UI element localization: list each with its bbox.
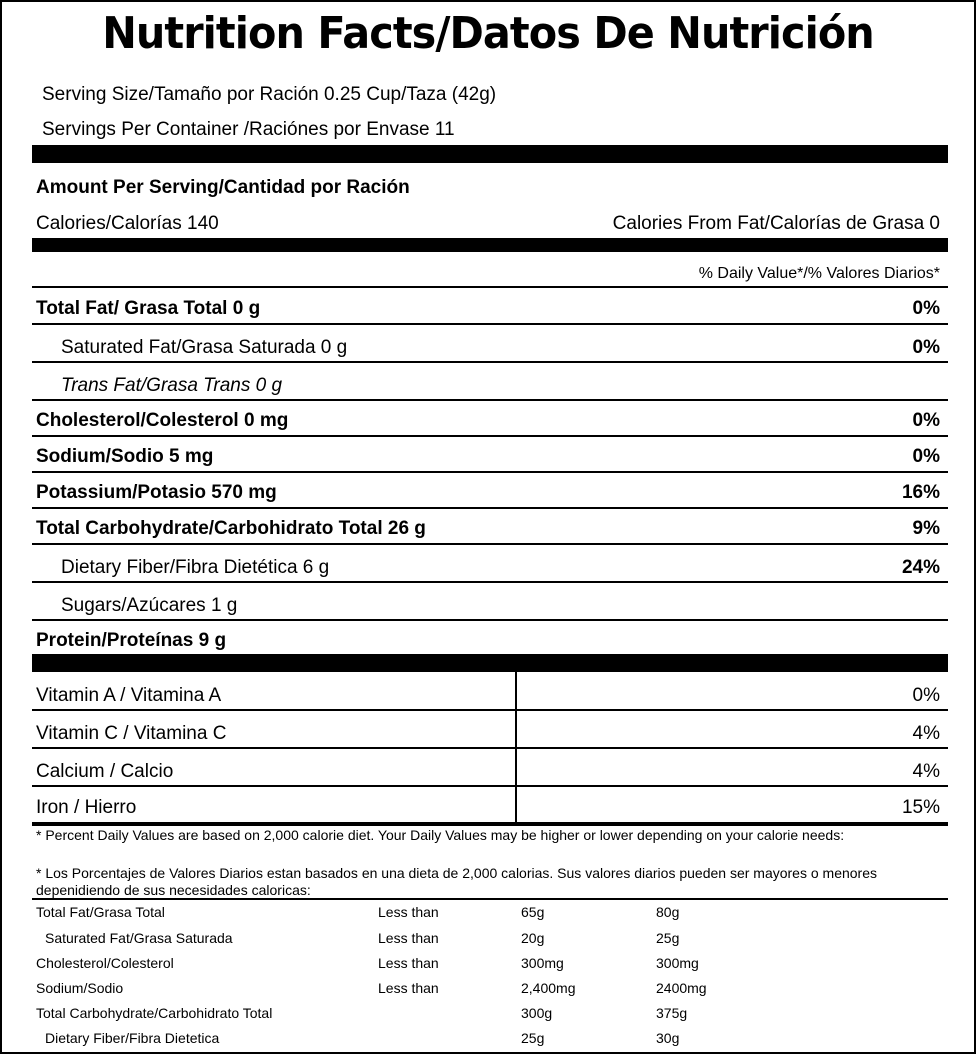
- ref-2500: 300mg: [656, 955, 699, 971]
- nutrient-label: Trans Fat/Grasa Trans 0 g: [61, 375, 283, 396]
- divider: [32, 822, 948, 826]
- ref-nutrient: Dietary Fiber/Fibra Dietetica: [45, 1030, 220, 1046]
- ref-2500: 2400mg: [656, 980, 707, 996]
- ref-2000: 2,400mg: [521, 980, 576, 996]
- ref-nutrient: Total Fat/Grasa Total: [36, 904, 165, 920]
- nutrient-dv: 0%: [912, 298, 940, 319]
- ref-qualifier: Less than: [378, 904, 439, 920]
- ref-2500: 375g: [656, 1005, 688, 1021]
- vitamin-dv: 0%: [912, 685, 940, 706]
- vitamin-label: Iron / Hierro: [36, 797, 137, 818]
- vitamin-dv: 4%: [912, 761, 940, 782]
- ref-qualifier: Less than: [378, 930, 439, 946]
- thick-divider: [32, 145, 948, 163]
- ref-nutrient: Saturated Fat/Grasa Saturada: [45, 930, 233, 946]
- ref-nutrient: Total Carbohydrate/Carbohidrato Total: [36, 1005, 273, 1021]
- nutrient-label: Total Carbohydrate/Carbohidrato Total 26 g: [36, 518, 426, 539]
- footnote-english: * Percent Daily Values are based on 2,000 calorie diet. Your Daily Values may be higher or lower depending on your calorie needs:: [36, 827, 845, 843]
- ref-2000: 20g: [521, 930, 545, 946]
- ref-2000: 300g: [521, 1005, 553, 1021]
- nutrient-dv: 16%: [901, 482, 940, 503]
- ref-qualifier: Less than: [378, 955, 439, 971]
- nutrient-dv: 0%: [912, 446, 940, 467]
- calories-from-fat: Calories From Fat/Calorías de Grasa 0: [612, 213, 940, 234]
- nutrient-label: Potassium/Potasio 570 mg: [36, 482, 277, 503]
- divider: [32, 361, 948, 363]
- nutrient-dv: 0%: [912, 410, 940, 431]
- servings-per-container: Servings Per Container /Raciónes por Envase 11: [42, 119, 455, 140]
- divider: [32, 709, 948, 711]
- divider: [32, 543, 948, 545]
- divider: [32, 435, 948, 437]
- divider: [32, 286, 948, 288]
- vitamin-label: Vitamin A / Vitamina A: [36, 685, 222, 706]
- nutrient-dv: 0%: [912, 337, 940, 358]
- nutrient-label: Sodium/Sodio 5 mg: [36, 446, 214, 467]
- calories: Calories/Calorías 140: [36, 213, 219, 234]
- footnote-spanish: * Los Porcentajes de Valores Diarios estan basados en una dieta de 2,000 calorias. Sus valores diarios pueden ser mayores o menores depenidiendo de sus necesidades caloricas:: [36, 865, 878, 898]
- divider: [32, 323, 948, 325]
- ref-2500: 80g: [656, 904, 680, 920]
- nutrient-label: Dietary Fiber/Fibra Dietética 6 g: [61, 557, 330, 578]
- ref-2500: 25g: [656, 930, 680, 946]
- medium-divider: [32, 238, 948, 252]
- ref-2000: 65g: [521, 904, 545, 920]
- divider: [32, 785, 948, 787]
- ref-nutrient: Sodium/Sodio: [36, 980, 124, 996]
- serving-size: Serving Size/Tamaño por Ración 0.25 Cup/Taza (42g): [42, 84, 497, 105]
- divider: [32, 471, 948, 473]
- nutrient-dv: 24%: [901, 557, 940, 578]
- nutrient-dv: 9%: [912, 518, 940, 539]
- daily-value-header: % Daily Value*/% Valores Diarios*: [698, 265, 940, 282]
- nutrient-label: Saturated Fat/Grasa Saturada 0 g: [61, 337, 348, 358]
- divider: [32, 898, 948, 900]
- ref-nutrient: Cholesterol/Colesterol: [36, 955, 174, 971]
- vitamin-dv: 15%: [901, 797, 940, 818]
- nutrient-label: Total Fat/ Grasa Total 0 g: [36, 298, 261, 319]
- divider: [32, 581, 948, 583]
- thick-divider: [32, 654, 948, 672]
- label-title: Nutrition Facts/Datos De Nutrición: [102, 8, 874, 59]
- nutrient-label: Protein/Proteínas 9 g: [36, 630, 227, 651]
- amount-per-serving: Amount Per Serving/Cantidad por Ración: [36, 177, 410, 198]
- vitamin-label: Vitamin C / Vitamina C: [36, 723, 227, 744]
- divider: [32, 399, 948, 401]
- nutrient-label: Cholesterol/Colesterol 0 mg: [36, 410, 289, 431]
- nutrient-label: Sugars/Azúcares 1 g: [61, 595, 238, 616]
- ref-2000: 300mg: [521, 955, 564, 971]
- vitamin-label: Calcium / Calcio: [36, 761, 174, 782]
- divider: [32, 619, 948, 621]
- ref-2000: 25g: [521, 1030, 545, 1046]
- ref-qualifier: Less than: [378, 980, 439, 996]
- divider: [32, 747, 948, 749]
- ref-2500: 30g: [656, 1030, 680, 1046]
- vitamin-dv: 4%: [912, 723, 940, 744]
- divider: [32, 507, 948, 509]
